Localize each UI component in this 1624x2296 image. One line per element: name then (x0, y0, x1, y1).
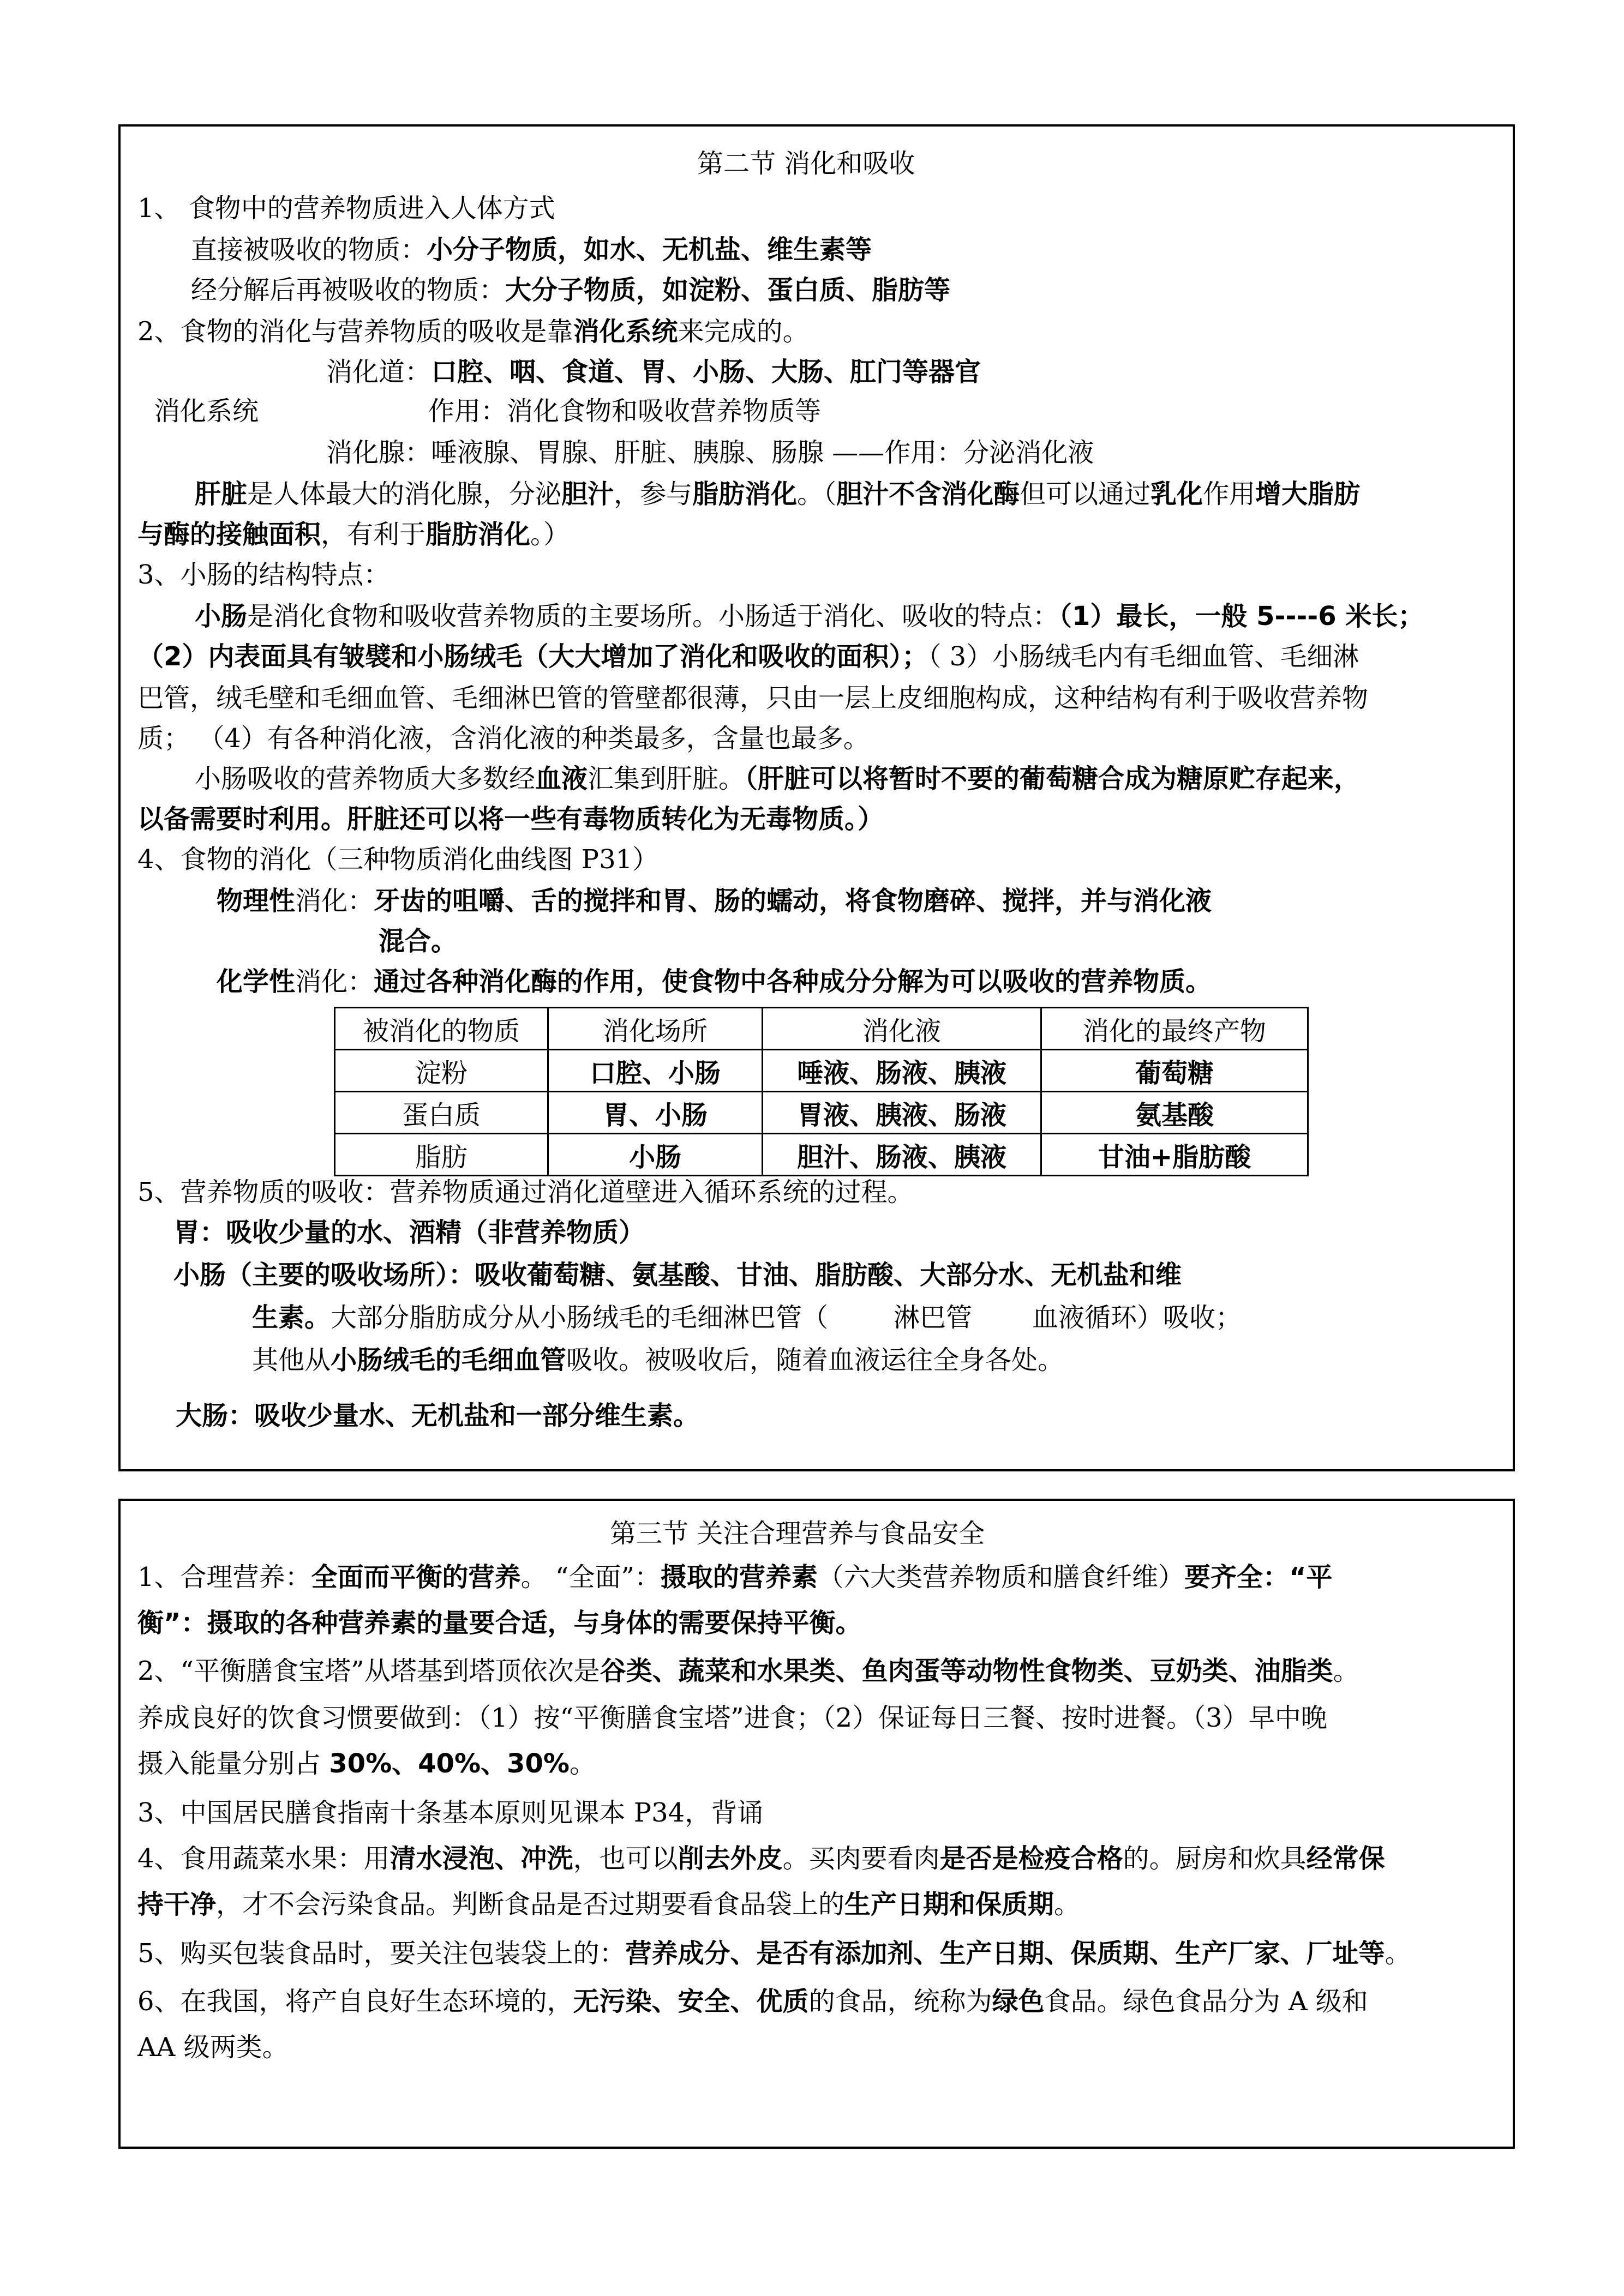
text: 。（ (797, 479, 837, 509)
small-intestine-line-3: 巴管，绒毛壁和毛细血管、毛细淋巴管的管壁都很薄，只由一层上皮细胞构成，这种结构有利于吸收营养物 (137, 683, 1369, 713)
text: 摄入能量分别占 (137, 1748, 329, 1779)
direct-absorption-line (191, 233, 872, 266)
nutrition-point-2-habits: 养成良好的饮食习惯要做到：（1）按“平衡膳食宝塔”进食；（2）保证每日三餐、按时进餐。（3）早中晚 (137, 1703, 1327, 1733)
decomp-value: 大分子物质，如淀粉、蛋白质、脂肪等 (505, 275, 951, 305)
point-3-heading: 3、小肠的结构特点： (137, 560, 390, 590)
text-bold: 绿色 (992, 1986, 1045, 2017)
text-bold: 持干净 (137, 1889, 217, 1920)
text: 。买肉要看肉 (782, 1843, 940, 1874)
table-header-cell: 被消化的物质 (335, 1008, 548, 1050)
text: 的。厨房和炊具 (1123, 1843, 1307, 1874)
text-bold: 化学性 (217, 966, 296, 997)
chemical-digestion-line (217, 965, 1212, 998)
small-intestine-line-4: 质； （4）有各种消化液，含消化液的种类最多，含量也最多。 (137, 723, 870, 754)
text: 1、合理营养： (137, 1562, 311, 1592)
tract-value: 口腔、咽、食道、胃、小肠、大肠、肛门等器官 (431, 357, 981, 387)
text-bold: 物理性 (217, 886, 296, 916)
blood-line-2: 以备需要时利用。肝脏还可以将一些有毒物质转化为无毒物质。） (137, 804, 884, 834)
text-bold: 是否是检疫合格 (939, 1843, 1123, 1874)
nutrition-point-6 (137, 1985, 1368, 2018)
table-header-cell: 消化场所 (548, 1008, 763, 1050)
text-bold: 牙齿的咀嚼、舌的搅拌和胃、肠的蠕动，将食物磨碎、搅拌，并与消化液 (374, 886, 1212, 916)
text: ，也可以 (573, 1843, 678, 1874)
text: 是消化食物和吸收营养物质的主要场所。小肠适于消化、吸收的特点： (247, 601, 1059, 632)
text-bold: （肝脏可以将暂时不要的葡萄糖合成为糖原贮存起来， (745, 764, 1361, 794)
table-header-row (335, 1008, 1308, 1050)
text-bold: 血液 (535, 764, 588, 794)
decomp-label: 经分解后再被吸收的物质： (191, 275, 506, 305)
text: 小肠吸收的营养物质大多数经 (195, 764, 536, 794)
nutrition-point-6-cont: AA 级两类。 (137, 2032, 289, 2063)
point-5-heading: 5、营养物质的吸收：营养物质通过消化道壁进入循环系统的过程。 (137, 1177, 914, 1207)
text-bold: 消化系统 (573, 316, 678, 347)
text-bold: 小肠 (195, 601, 248, 632)
text: 。 (569, 1748, 596, 1779)
text-bold: 生产日期和保质期 (844, 1889, 1054, 1920)
text: 大部分脂肪成分从小肠绒毛的毛细淋巴管（ (331, 1302, 829, 1333)
text: ，参与 (614, 479, 693, 509)
small-intestine-line-2 (137, 640, 1359, 673)
text: 淋巴管 (894, 1302, 973, 1333)
text: （ 3）小肠绒毛内有毛细血管、毛细淋 (928, 641, 1359, 672)
table-header-cell: 消化的最终产物 (1041, 1008, 1308, 1050)
text: 的食品，统称为 (808, 1986, 992, 2017)
table-cell: 淀粉 (335, 1050, 548, 1092)
text-bold: 生素。 (252, 1302, 331, 1333)
physical-digestion-line-2: 混合。 (379, 926, 458, 957)
text-bold: 胆汁不含消化酶 (836, 479, 1020, 509)
digestive-tract-line (326, 356, 981, 388)
section-title: 第二节 消化和吸收 (697, 148, 915, 179)
tract-label: 消化道： (326, 357, 432, 387)
text-bold: 增大脂肪 (1255, 479, 1361, 509)
text-bold: 清水浸泡、冲洗 (389, 1843, 573, 1874)
text: 但可以通过 (1020, 479, 1151, 509)
text: 5、购买包装食品时，要关注包装袋上的： (137, 1938, 626, 1969)
text-bold: 脂肪消化 (426, 519, 531, 550)
system-function-text: 作用：消化食物和吸收营养物质等 (428, 396, 822, 426)
nutrition-point-3: 3、中国居民膳食指南十条基本原则见课本 P34，背诵 (137, 1798, 764, 1828)
text: ，有利于 (321, 519, 426, 550)
blood-line-1 (195, 762, 1360, 795)
text: 消化： (295, 966, 374, 997)
text: 。） (530, 519, 570, 550)
text: 来完成的。 (678, 316, 809, 347)
point-1-heading: 1、 食物中的营养物质进入人体方式 (137, 193, 555, 224)
direct-label: 直接被吸收的物质： (191, 235, 427, 265)
section-title: 第三节 关注合理营养与食品安全 (610, 1518, 985, 1549)
text-bold: 要齐全：“平 (1184, 1562, 1333, 1592)
text-bold: 小肠绒毛的毛细血管 (331, 1345, 567, 1375)
text: 是人体最大的消化腺，分泌 (247, 479, 562, 509)
nutrition-point-2 (137, 1655, 1359, 1687)
nutrition-point-1-cont: 衡”：摄取的各种营养素的量要合适，与身体的需要保持平衡。 (137, 1608, 862, 1638)
point-2-line (137, 315, 809, 348)
table-cell: 氨基酸 (1041, 1092, 1308, 1134)
physical-digestion-line (217, 885, 1212, 917)
table-cell: 胆汁、肠液、胰液 (763, 1134, 1041, 1176)
nutrition-point-4-cont (137, 1888, 1080, 1921)
text-bold: 30%、40%、30% (329, 1748, 570, 1779)
nutrition-point-4 (137, 1842, 1385, 1875)
text-bold: 经常保 (1306, 1843, 1385, 1874)
table-row (335, 1050, 1308, 1092)
table-cell: 唾液、肠液、胰液 (763, 1050, 1041, 1092)
liver-line-2 (137, 518, 570, 551)
text-bold: （2）内表面具有皱襞和小肠绒毛（大大增加了消化和吸收的面积）； (137, 641, 928, 672)
text-bold: 脂肪消化 (692, 479, 798, 509)
point-4-heading: 4、食物的消化（三种物质消化曲线图 P31） (137, 844, 659, 875)
table-row (335, 1092, 1308, 1134)
nutrition-point-1 (137, 1561, 1333, 1594)
gland-value: 唾液腺、胃腺、肝脏、胰腺、肠腺 ——作用：分泌消化液 (431, 437, 1094, 468)
text: 2、食物的消化与营养物质的吸收是靠 (137, 316, 573, 347)
decomposed-absorption-line (191, 274, 950, 306)
table-cell: 胃、小肠 (548, 1092, 763, 1134)
text: 汇集到肝脏。 (588, 764, 745, 794)
table-cell: 脂肪 (335, 1134, 548, 1176)
liver-line-1 (195, 478, 1360, 510)
stomach-absorption: 胃：吸收少量的水、酒精（非营养物质） (173, 1217, 645, 1248)
text: 消化： (295, 886, 374, 916)
nutrition-point-5 (137, 1937, 1411, 1970)
text: 。 (1054, 1889, 1081, 1920)
small-intestine-line-1 (195, 600, 1424, 633)
text: 4、食用蔬菜水果：用 (137, 1843, 390, 1874)
table-cell: 蛋白质 (335, 1092, 548, 1134)
direct-value: 小分子物质，如水、无机盐、维生素等 (427, 235, 872, 265)
gland-label: 消化腺： (326, 437, 432, 468)
text: 吸收。被吸收后，随着血液运往全身各处。 (566, 1345, 1064, 1375)
text-bold: 与酶的接触面积 (137, 519, 321, 550)
large-intestine-absorption: 大肠：吸收少量水、无机盐和一部分维生素。 (176, 1401, 700, 1431)
text-bold: 无污染、安全、优质 (573, 1986, 809, 2017)
digestion-table (334, 1007, 1309, 1176)
text: 。 “全面”： (520, 1562, 661, 1592)
text-bold: 摄取的营养素 (660, 1562, 818, 1592)
text-bold: 肝脏 (195, 479, 248, 509)
text-bold: 通过各种消化酶的作用，使食物中各种成分分解为可以吸收的营养物质。 (374, 966, 1212, 997)
text-bold: 全面而平衡的营养 (311, 1562, 521, 1592)
small-intestine-absorption-1: 小肠（主要的吸收场所）：吸收葡萄糖、氨基酸、甘油、脂肪酸、大部分水、无机盐和维 (173, 1260, 1182, 1290)
table-cell: 小肠 (548, 1134, 763, 1176)
text-bold: 谷类、蔬菜和水果类、鱼肉蛋等动物性食物类、豆奶类、油脂类 (600, 1656, 1333, 1686)
text-bold: 削去外皮 (678, 1843, 783, 1874)
text: 血液循环）吸收； (1032, 1302, 1242, 1333)
table-cell: 口腔、小肠 (548, 1050, 763, 1092)
text: ，才不会污染食品。判断食品是否过期要看食品袋上的 (216, 1889, 845, 1920)
text: 2、“平衡膳食宝塔”从塔基到塔顶依次是 (137, 1656, 600, 1686)
text: 。 (1333, 1656, 1359, 1686)
text-bold: 胆汁 (561, 479, 614, 509)
table-row (335, 1134, 1308, 1176)
text: 6、在我国，将产自良好生态环境的， (137, 1986, 573, 2017)
text: 其他从 (252, 1345, 331, 1375)
small-intestine-absorption-2 (252, 1301, 1242, 1334)
digestive-system-label: 消化系统 (154, 396, 259, 426)
text: （六大类营养物质和膳食纤维） (817, 1562, 1184, 1592)
text: 作用 (1203, 479, 1256, 509)
text-bold: （1）最长，一般 5----6 米长； (1059, 601, 1424, 632)
text-bold: 营养成分、是否有添加剂、生产日期、保质期、生产厂家、厂址等 (625, 1938, 1385, 1969)
digestive-gland-line (326, 436, 1094, 469)
text: 。 (1385, 1938, 1411, 1969)
small-intestine-absorption-3 (252, 1344, 1064, 1377)
text: 食品。绿色食品分为 A 级和 (1044, 1986, 1368, 2017)
table-cell: 甘油+脂肪酸 (1041, 1134, 1308, 1176)
table-cell: 胃液、胰液、肠液 (763, 1092, 1041, 1134)
text-bold: 乳化 (1150, 479, 1203, 509)
table-header-cell: 消化液 (763, 1008, 1041, 1050)
nutrition-point-2-energy (137, 1747, 596, 1780)
table-cell: 葡萄糖 (1041, 1050, 1308, 1092)
